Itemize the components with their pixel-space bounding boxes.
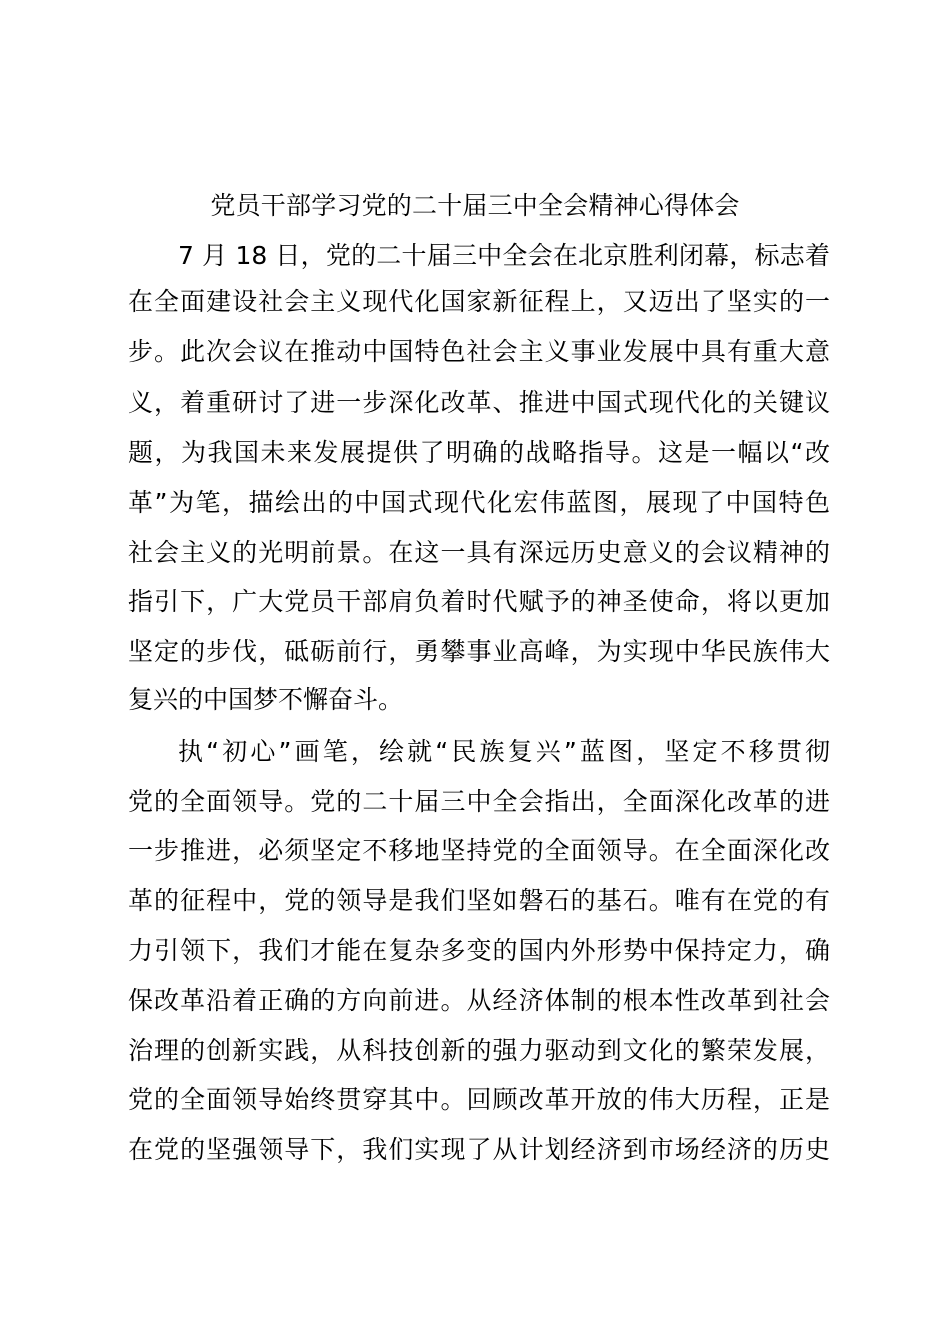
paragraph-line: 力引领下，我们才能在复杂多变的国内外形势中保持定力，确 (128, 936, 830, 965)
paragraph-line: 复兴的中国梦不懈奋斗。 (128, 685, 404, 714)
paragraph-line: 题，为我国未来发展提供了明确的战略指导。这是一幅以“改 (128, 438, 830, 467)
paragraph-line: 革”为笔，描绘出的中国式现代化宏伟蓝图，展现了中国特色 (128, 488, 830, 517)
paragraph-line: 执“初心”画笔，绘就“民族复兴”蓝图，坚定不移贯彻 (178, 737, 830, 766)
paragraph-line: 革的征程中，党的领导是我们坚如磐石的基石。唯有在党的有 (128, 886, 830, 915)
paragraph-line: 治理的创新实践，从科技创新的强力驱动到文化的繁荣发展， (128, 1036, 830, 1065)
paragraph-line: 坚定的步伐，砥砺前行，勇攀事业高峰，为实现中华民族伟大 (128, 637, 830, 666)
paragraph-line: 步。此次会议在推动中国特色社会主义事业发展中具有重大意 (128, 337, 830, 366)
paragraph-line: 在党的坚强领导下，我们实现了从计划经济到市场经济的历史 (128, 1135, 830, 1164)
paragraph-line: 指引下，广大党员干部肩负着时代赋予的神圣使命，将以更加 (128, 587, 830, 616)
paragraph-line: 义，着重研讨了进一步深化改革、推进中国式现代化的关键议 (128, 388, 830, 417)
paragraph-line: 社会主义的光明前景。在这一具有深远历史意义的会议精神的 (128, 538, 830, 567)
paragraph-line: 一步推进，必须坚定不移地坚持党的全面领导。在全面深化改 (128, 836, 830, 865)
paragraph-line: 7 月 18 日，党的二十届三中全会在北京胜利闭幕，标志着 (178, 241, 830, 270)
document-title: 党员干部学习党的二十届三中全会精神心得体会 (210, 191, 740, 220)
paragraph-line: 保改革沿着正确的方向前进。从经济体制的根本性改革到社会 (128, 986, 830, 1015)
paragraph-line: 在全面建设社会主义现代化国家新征程上，又迈出了坚实的一 (128, 287, 830, 316)
paragraph-line: 党的全面领导始终贯穿其中。回顾改革开放的伟大历程，正是 (128, 1085, 830, 1114)
paragraph-line: 党的全面领导。党的二十届三中全会指出，全面深化改革的进 (128, 787, 830, 816)
